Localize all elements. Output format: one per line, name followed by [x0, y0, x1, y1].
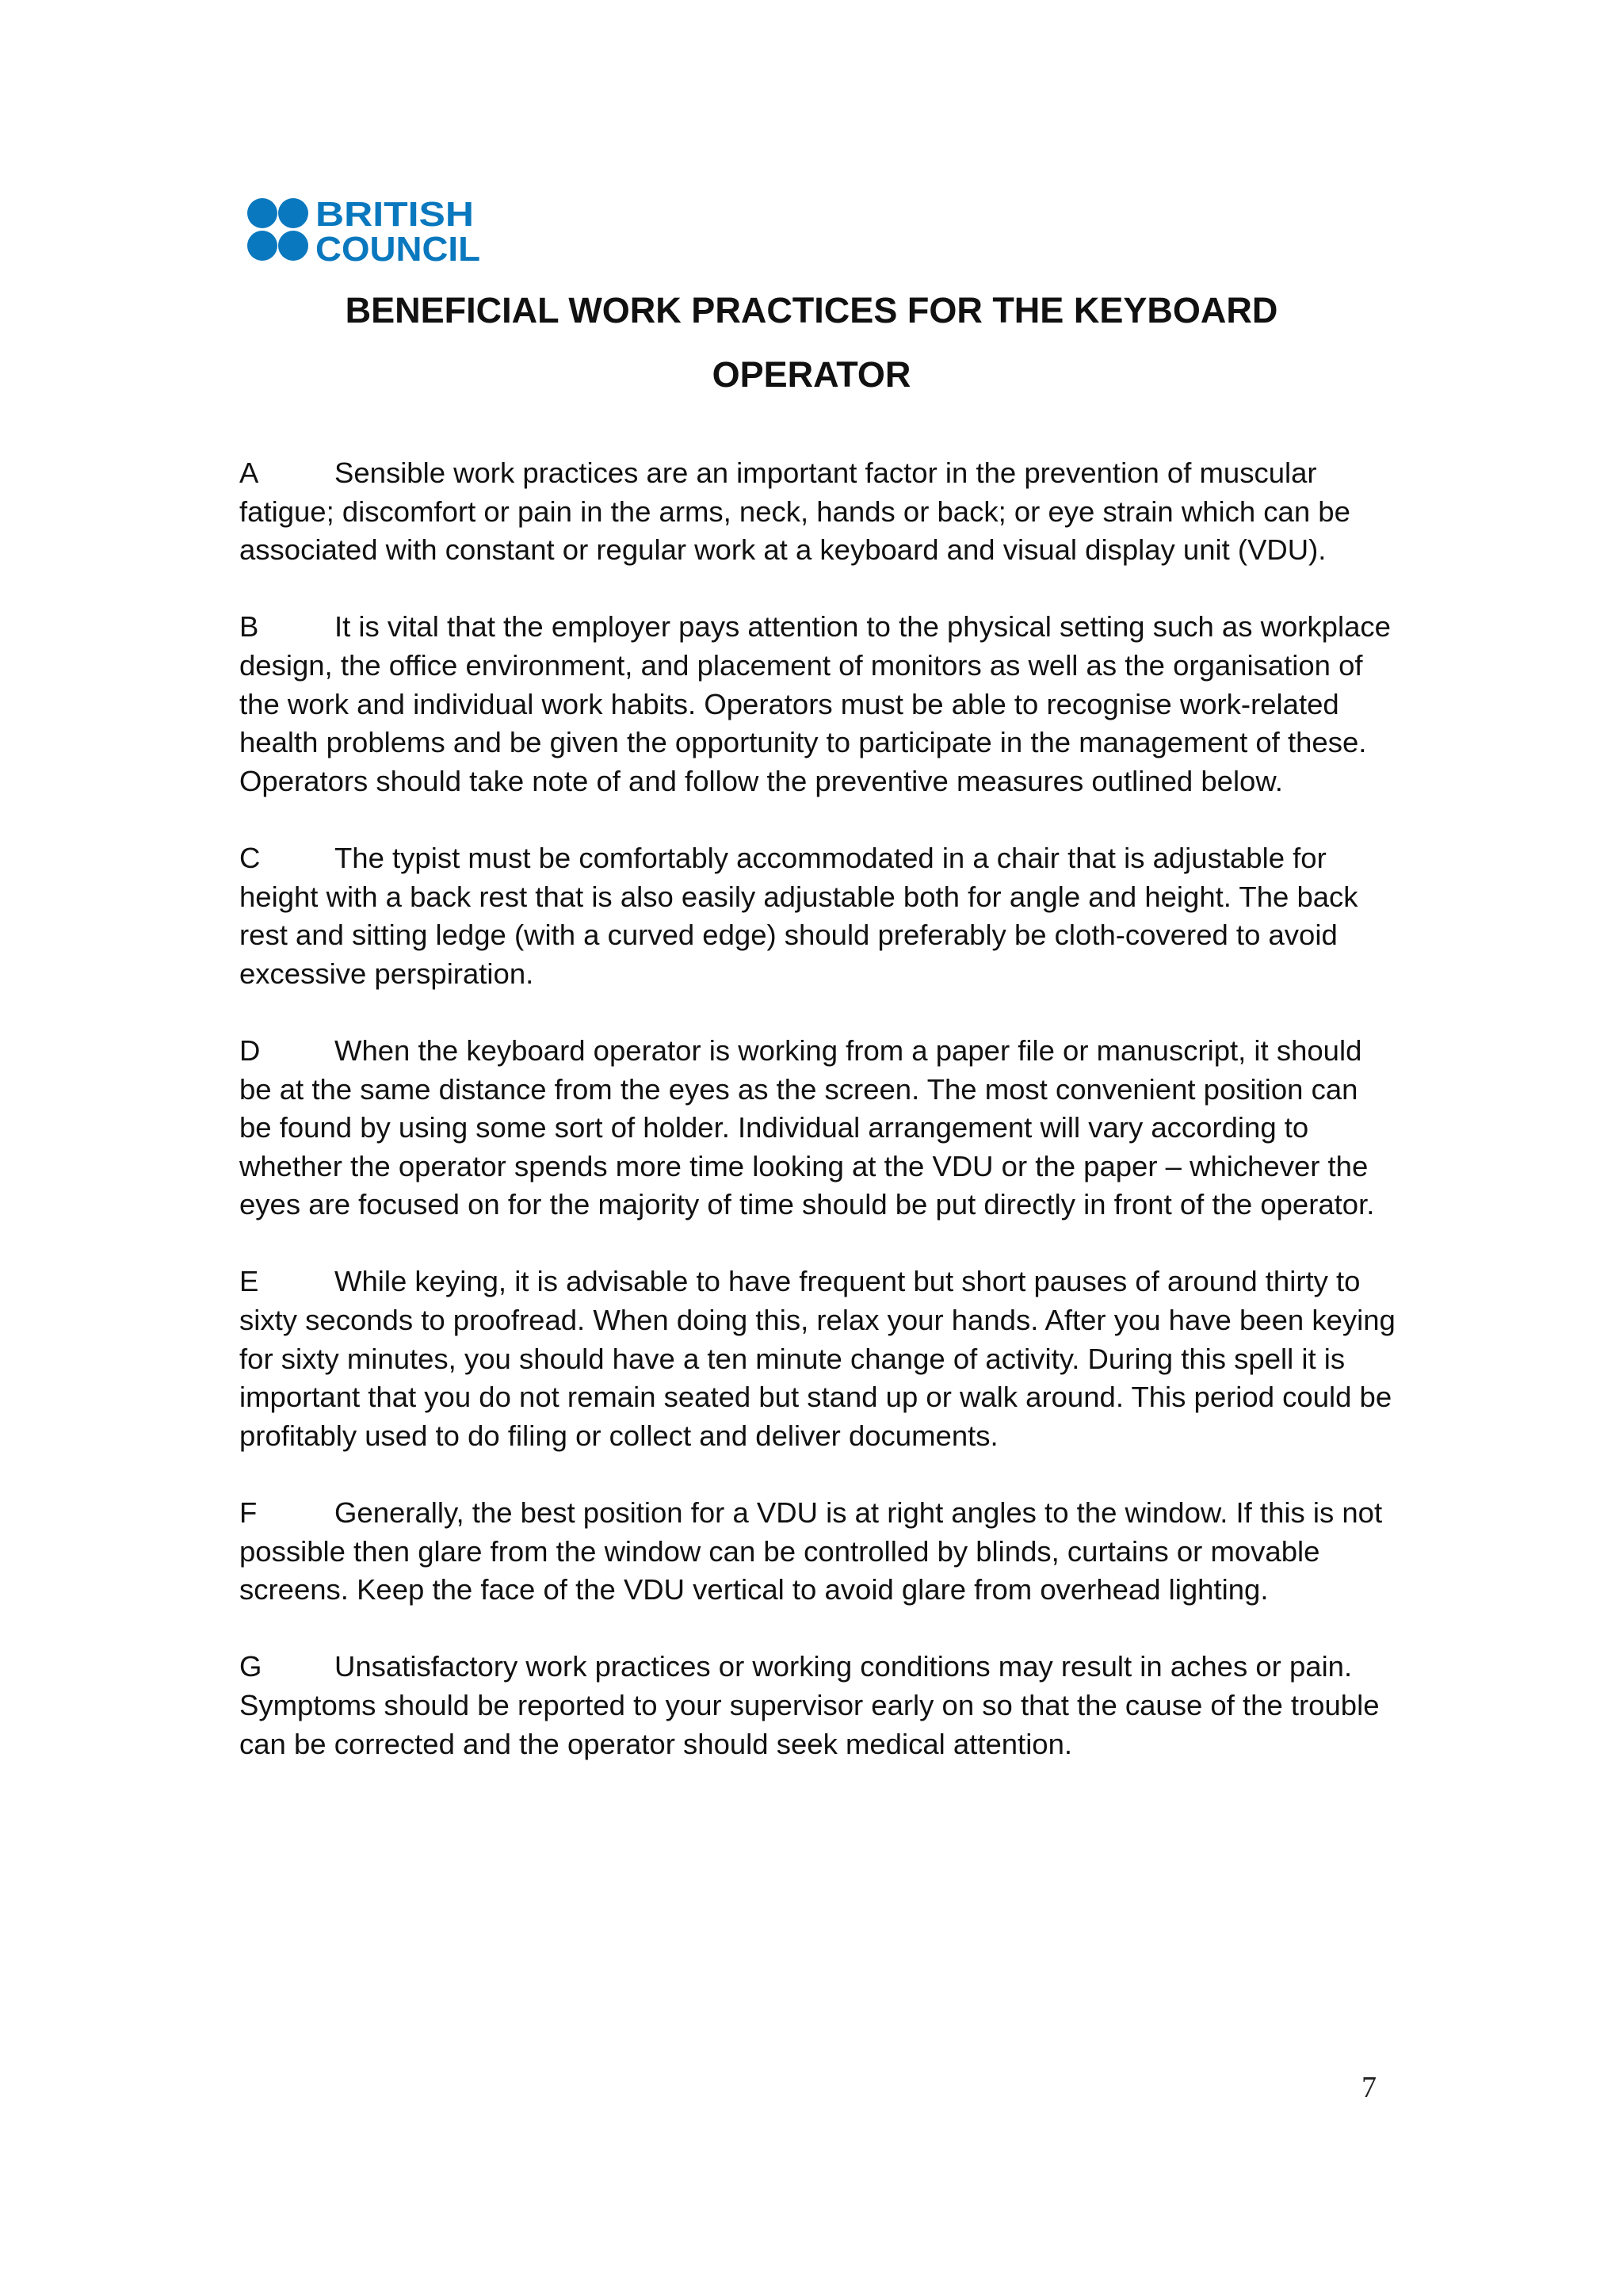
paragraph-g	[239, 1648, 1396, 1763]
paragraph-letter: B	[239, 610, 259, 644]
logo-line1: BRITISH	[315, 195, 474, 234]
page-title-line1: BENEFICIAL WORK PRACTICES FOR THE KEYBOARD	[345, 290, 1278, 330]
paragraph-f	[239, 1494, 1396, 1610]
page-title	[158, 278, 1465, 407]
paragraph-e	[239, 1263, 1396, 1455]
paragraph-text: Sensible work practices are an important factor in the prevention of muscular fatigue; discomfort or pain in the arms, neck, hands or back; or eye strain which can be associated with constant or regular work at a keyboard and visual display unit (VDU).	[239, 457, 1350, 567]
paragraph-letter: A	[239, 457, 259, 489]
logo-dot-top-right	[278, 198, 308, 228]
paragraph-b	[239, 608, 1396, 800]
logo-dot-bottom-left	[247, 231, 277, 261]
paragraph-letter: G	[239, 1650, 262, 1683]
logo-line2: COUNCIL	[315, 230, 480, 266]
paragraph-a	[239, 454, 1396, 570]
logo-dot-top-left	[247, 198, 277, 228]
british-council-logo	[246, 194, 483, 266]
page-title-line2: OPERATOR	[712, 354, 911, 395]
page-number: 7	[1361, 2071, 1377, 2104]
paragraph-c	[239, 839, 1396, 993]
paragraph-d	[239, 1032, 1396, 1224]
paragraph-text: It is vital that the employer pays attention to the physical setting such as workplace design, the office environment, and placement of monitors as well as the organisation of the work and individual work habits. Operators must be able to recognise work-related health problems and be given the opportunity to participate in the management of these. Operators should take note of and follow the preventive measures outlined below.	[239, 610, 1391, 797]
logo-dot-bottom-right	[278, 231, 308, 261]
body-text	[239, 454, 1396, 1802]
paragraph-text: When the keyboard operator is working from a paper file or manuscript, it should be at the same distance from the eyes as the screen. The most convenient position can be found by using some sort of holder. Individual arrangement will vary according to whether the operator spends more time looking at the VDU or the paper – whichever the eyes are focused on for the majority of time should be put directly in front of the operator.	[239, 1033, 1375, 1221]
paragraph-letter: C	[239, 841, 261, 874]
paragraph-letter: E	[239, 1265, 259, 1298]
paragraph-letter: F	[239, 1496, 258, 1530]
paragraph-letter: D	[239, 1033, 261, 1067]
paragraph-text: Unsatisfactory work practices or working conditions may result in aches or pain. Symptoms should be reported to your supervisor early on so that the cause of the trouble can be corrected and the operator should seek medical attention.	[239, 1650, 1380, 1760]
paragraph-text: The typist must be comfortably accommodated in a chair that is adjustable for height with a back rest that is also easily adjustable both for angle and height. The back rest and sitting ledge (with a curved edge) should preferably be cloth-covered to avoid excessive perspiration.	[239, 841, 1358, 990]
paragraph-text: Generally, the best position for a VDU is at right angles to the window. If this is not possible then glare from the window can be controlled by blinds, curtains or movable screens. Keep the face of the VDU vertical to avoid glare from overhead lighting.	[239, 1496, 1383, 1606]
paragraph-text: While keying, it is advisable to have frequent but short pauses of around thirty to sixty seconds to proofread. When doing this, relax your hands. After you have been keying for sixty minutes, you should have a ten minute change of activity. During this spell it is important that you do not remain seated but stand up or walk around. This period could be profitably used to do filing or collect and deliver documents.	[239, 1265, 1396, 1452]
